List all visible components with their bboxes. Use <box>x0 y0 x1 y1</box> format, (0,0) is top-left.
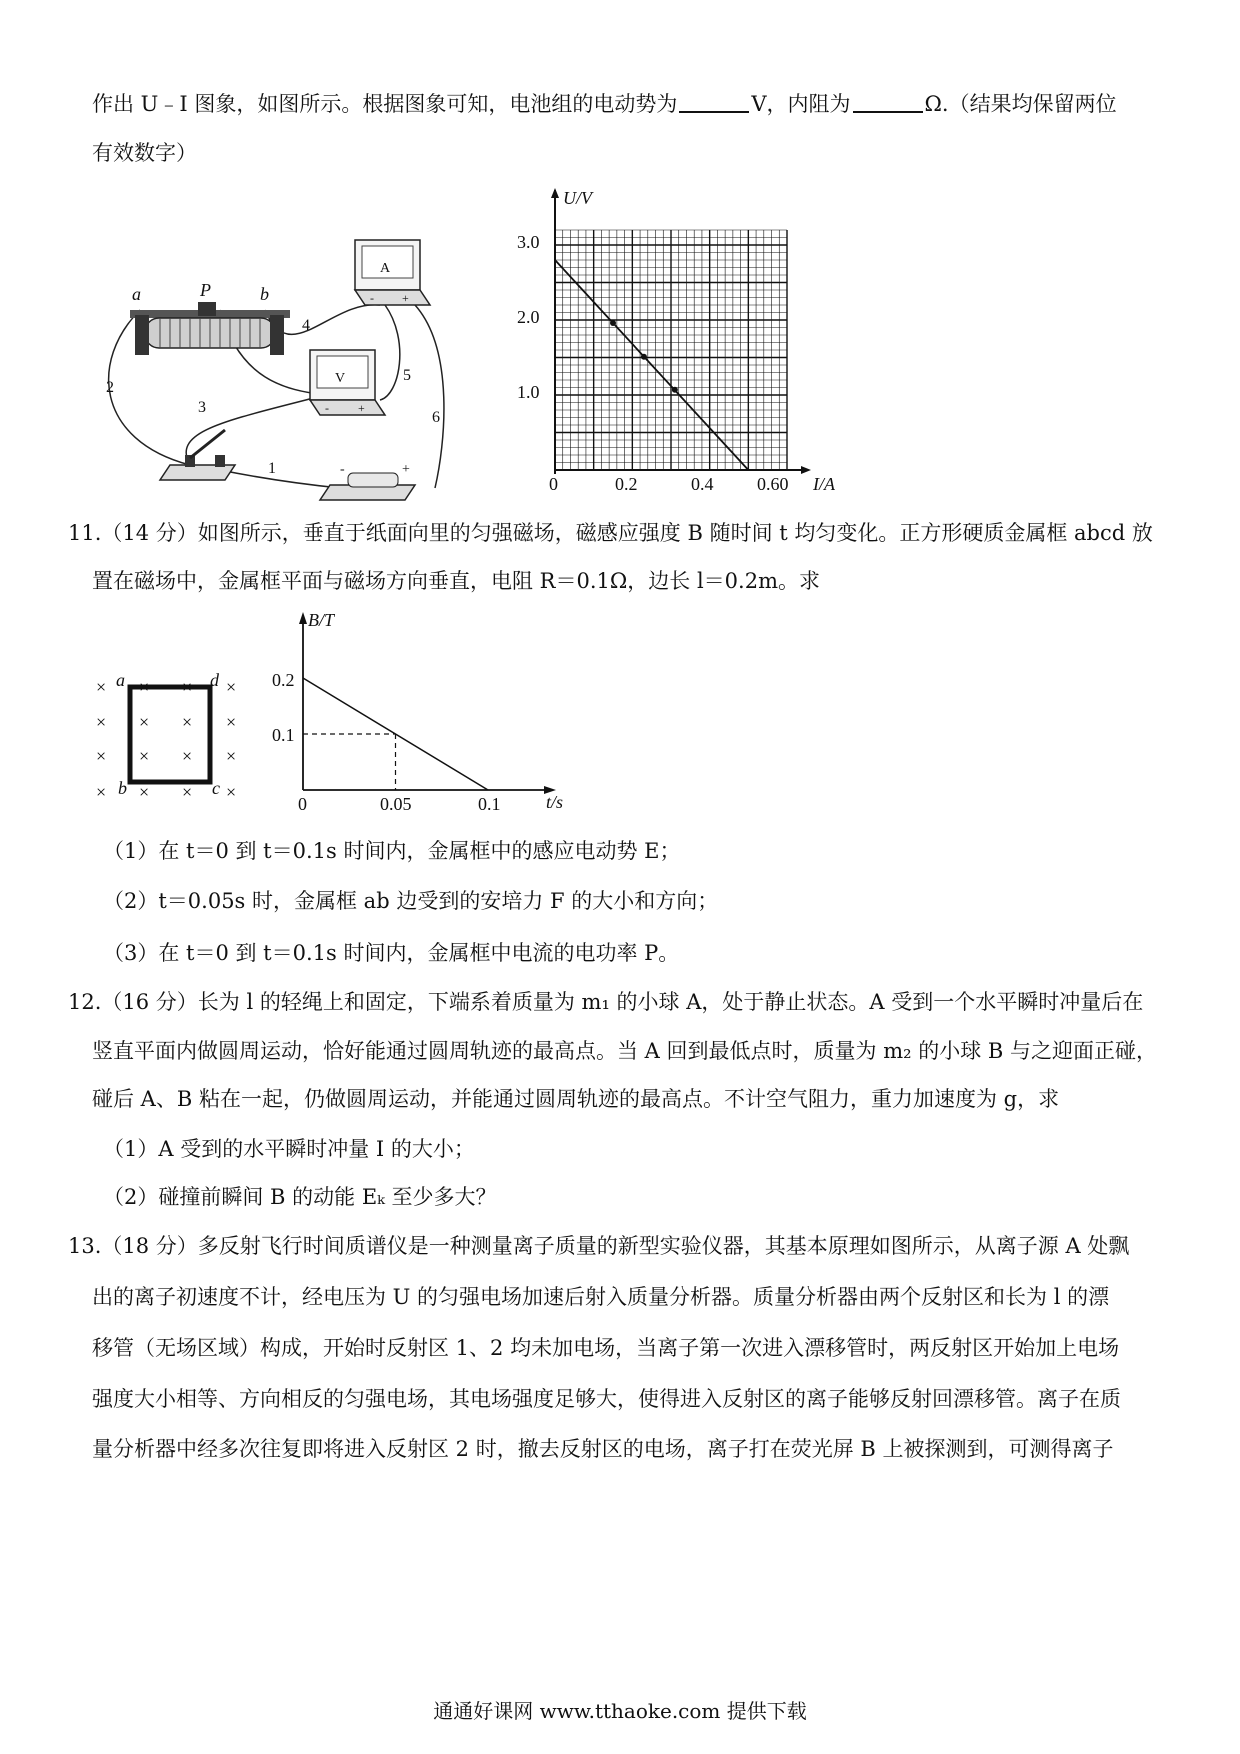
wire-3 <box>186 395 325 465</box>
bt-xtick-2: 0.1 <box>478 794 501 814</box>
intro-line-1 <box>92 89 1117 119</box>
q11-sub-3: （3）在 t＝0 到 t＝0.1s 时间内，金属框中电流的电功率 P。 <box>103 941 680 965</box>
wire-label-3: 3 <box>198 399 206 416</box>
wire-5 <box>380 305 400 400</box>
label-b: b <box>260 284 269 304</box>
field-cross-13: × <box>139 782 150 802</box>
ui-ytick-3: 3.0 <box>517 232 540 252</box>
voltmeter-label: V <box>335 371 346 386</box>
field-cross-10: × <box>182 746 193 766</box>
q13-line-2: 出的离子初速度不计，经电压为 U 的匀强电场加速后射入质量分析器。质量分析器由两个反射区和长为 l 的漂 <box>92 1285 1110 1309</box>
ui-ylabel: U/V <box>563 188 592 208</box>
intro-text-1: 作出 U﹣I 图象，如图所示。根据图象可知，电池组的电动势为 <box>92 92 678 116</box>
label-a: a <box>132 284 141 304</box>
ui-x-arrow <box>801 466 811 474</box>
field-cross-4: × <box>96 712 107 732</box>
q12-line-2: 竖直平面内做圆周运动，恰好能通过圆周轨迹的最高点。当 A 回到最低点时，质量为 m₂ 的小球 B 与之迎面正碰， <box>92 1039 1157 1063</box>
ui-grid <box>555 230 787 470</box>
voltmeter-pos: + <box>358 401 365 415</box>
circuit-diagram <box>90 230 470 505</box>
wire-label-4: 4 <box>302 317 310 334</box>
battery-neg: - <box>340 462 345 477</box>
ui-xtick-2: 0.4 <box>691 474 714 494</box>
wire-label-5: 5 <box>403 367 411 384</box>
q12-sub-1: （1）A 受到的水平瞬时冲量 I 的大小； <box>103 1137 475 1161</box>
ammeter <box>355 240 430 305</box>
ammeter-neg: - <box>370 291 374 305</box>
label-p: P <box>200 280 211 300</box>
intro-line-2: 有效数字） <box>92 141 197 165</box>
wire-1 <box>220 470 340 488</box>
battery-pos: + <box>402 462 410 477</box>
metal-frame <box>130 687 210 782</box>
field-cross-12: × <box>96 782 107 802</box>
wire-label-1: 1 <box>268 460 276 477</box>
bt-xtick-1: 0.05 <box>380 794 412 814</box>
frame-label-b: b <box>118 778 127 798</box>
wire-label-6: 6 <box>432 409 440 426</box>
magnetic-frame-diagram <box>92 660 262 810</box>
ammeter-label: A <box>380 261 391 276</box>
q13-line-1: 13.（18 分）多反射飞行时间质谱仪是一种测量离子质量的新型实验仪器，其基本原理如图所示，从离子源 A 处飘 <box>68 1234 1130 1258</box>
frame-label-c: c <box>212 778 220 798</box>
bt-ytick-2: 0.2 <box>272 670 295 690</box>
q12-sub-2: （2）碰撞前瞬间 B 的动能 Eₖ 至少多大？ <box>103 1185 497 1209</box>
ui-data-point-0 <box>610 320 616 326</box>
field-cross-2: × <box>182 677 193 697</box>
q12-line-3: 碰后 A、B 粘在一起，仍做圆周运动，并能通过圆周轨迹的最高点。不计空气阻力，重力加速度为 g，求 <box>92 1087 1060 1111</box>
field-cross-6: × <box>182 712 193 732</box>
emf-answer-blank <box>679 91 749 113</box>
frame-label-d: d <box>210 670 219 690</box>
bt-ytick-1: 0.1 <box>272 725 295 745</box>
q13-line-5: 量分析器中经多次往复即将进入反射区 2 时，撤去反射区的电场，离子打在荧光屏 B 上被探测到，可测得离子 <box>92 1437 1114 1461</box>
q11-line-2: 置在磁场中，金属框平面与磁场方向垂直，电阻 R＝0.1Ω，边长 l＝0.2m。求 <box>92 569 820 593</box>
ui-data-point-1 <box>641 354 647 360</box>
ui-data-point-2 <box>672 387 678 393</box>
wire-label-2: 2 <box>106 379 114 396</box>
footer: 通通好课网 www.tthaoke.com 提供下载 <box>433 1699 807 1723</box>
ui-axes <box>551 188 811 474</box>
intro-text-2: V，内阻为 <box>751 92 851 116</box>
field-cross-1: × <box>139 677 150 697</box>
voltmeter-neg: - <box>325 401 329 415</box>
battery <box>320 462 415 500</box>
ui-graph <box>510 185 840 525</box>
q13-line-3: 移管（无场区域）构成，开始时反射区 1、2 均未加电场，当离子第一次进入漂移管时，两反射区开始加上电场 <box>92 1336 1120 1360</box>
switch <box>160 430 235 480</box>
field-cross-11: × <box>226 746 237 766</box>
ui-xtick-1: 0.2 <box>615 474 638 494</box>
ui-ytick-2: 2.0 <box>517 307 540 327</box>
bt-axes <box>299 612 556 794</box>
q12-line-1: 12.（16 分）长为 l 的轻绳上和固定，下端系着质量为 m₁ 的小球 A，处于静止状态。A 受到一个水平瞬时冲量后在 <box>68 990 1144 1014</box>
wire-6 <box>415 305 444 488</box>
ui-y-arrow <box>551 188 559 198</box>
field-cross-3: × <box>226 677 237 697</box>
bt-origin: 0 <box>298 794 307 814</box>
voltmeter <box>310 350 385 415</box>
resistance-answer-blank <box>853 91 923 113</box>
q11-sub-1: （1）在 t＝0 到 t＝0.1s 时间内，金属框中的感应电动势 E； <box>103 839 681 863</box>
field-cross-9: × <box>139 746 150 766</box>
bt-ylabel: B/T <box>308 610 335 630</box>
field-cross-15: × <box>226 782 237 802</box>
field-cross-7: × <box>226 712 237 732</box>
bt-y-arrow <box>299 612 307 624</box>
intro-text-3: Ω.（结果均保留两位 <box>924 92 1117 116</box>
q11-line-1: 11.（14 分）如图所示，垂直于纸面向里的匀强磁场，磁感应强度 B 随时间 t 均匀变化。正方形硬质金属框 abcd 放 <box>68 521 1153 545</box>
frame-label-a: a <box>116 670 125 690</box>
field-cross-8: × <box>96 746 107 766</box>
ui-origin: 0 <box>549 474 558 494</box>
bt-xlabel: t/s <box>546 792 564 812</box>
field-cross-5: × <box>139 712 150 732</box>
q11-sub-2: （2）t＝0.05s 时，金属框 ab 边受到的安培力 F 的大小和方向； <box>103 889 719 913</box>
bt-marks <box>303 678 488 790</box>
ammeter-pos: + <box>402 291 409 305</box>
bt-graph <box>270 610 590 820</box>
field-cross-14: × <box>182 782 193 802</box>
q13-line-4: 强度大小相等、方向相反的匀强电场，其电场强度足够大，使得进入反射区的离子能够反射回漂移管。离子在质 <box>92 1387 1121 1411</box>
rheostat <box>130 302 290 355</box>
ui-xlabel: I/A <box>813 474 835 494</box>
field-cross-0: × <box>96 677 107 697</box>
ui-ytick-1: 1.0 <box>517 382 540 402</box>
ui-xtick-3: 0.60 <box>757 474 789 494</box>
